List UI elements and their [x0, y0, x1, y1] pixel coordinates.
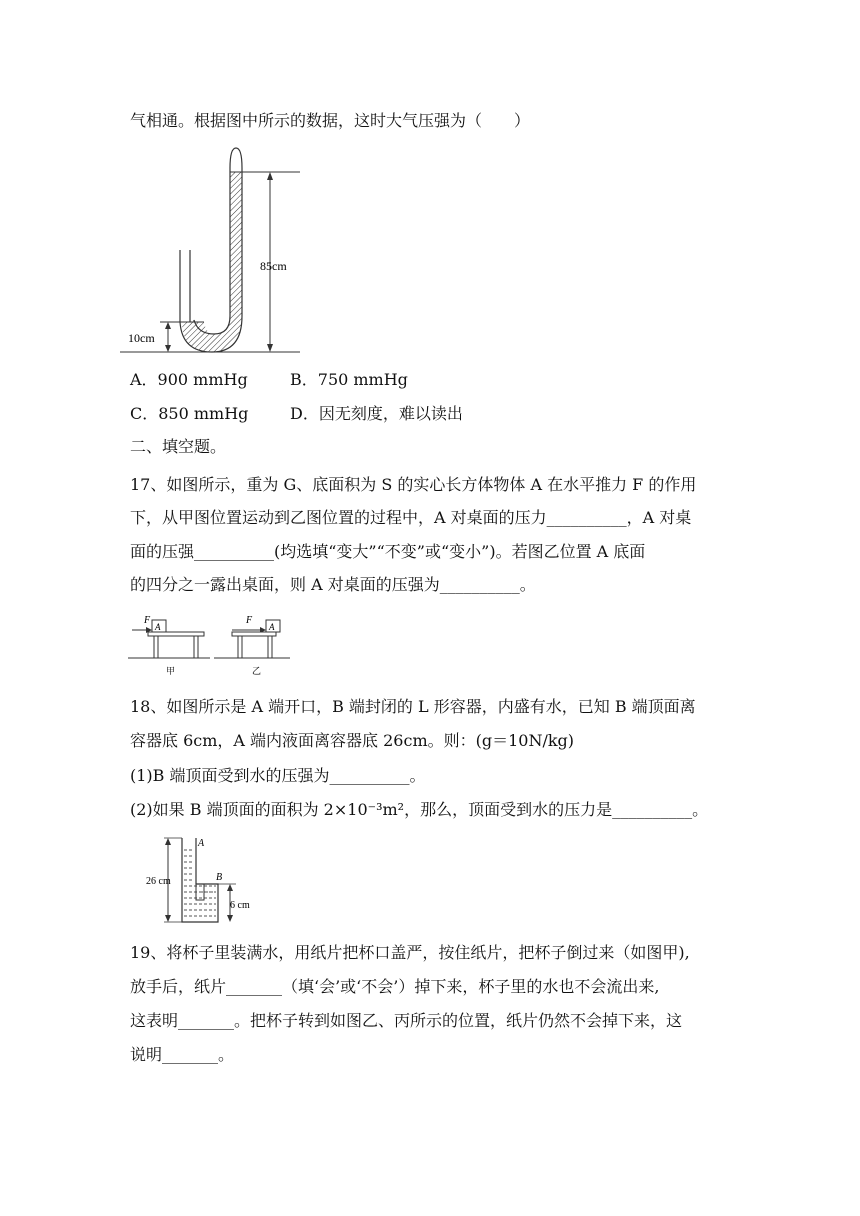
table-block-figure	[128, 608, 298, 680]
section-heading: 二、填空题。	[130, 437, 227, 456]
water-fill	[184, 850, 216, 916]
label-6cm: 6 cm	[230, 900, 250, 911]
label-10cm: 10cm	[128, 331, 155, 345]
q17-line4: 的四分之一露出桌面，则 A 对桌面的压强为__________。	[130, 575, 536, 594]
q17-line3: 面的压强__________(均选填“变大”“不变”或“变小”)。若图乙位置 A 底面	[130, 542, 646, 561]
q19-line1: 19、将杯子里装满水，用纸片把杯口盖严，按住纸片，把杯子倒过来（如图甲),	[130, 943, 690, 962]
q19-line3: 这表明_______。把杯子转到如图乙、丙所示的位置，纸片仍然不会掉下来，这	[130, 1011, 683, 1030]
label-a: A	[198, 838, 205, 849]
caption-jia: 甲	[166, 666, 176, 676]
q17-line2: 下，从甲图位置运动到乙图位置的过程中，A 对桌面的压力__________，A 对桌	[130, 508, 692, 527]
q18-line2: 容器底 6cm，A 端内液面离容器底 26cm。则：(g＝10N/kg)	[130, 731, 575, 750]
q19-line4: 说明_______。	[130, 1045, 235, 1064]
option-a: A．900 mmHg	[130, 370, 248, 389]
setup-jia	[128, 615, 210, 676]
label-b: B	[216, 872, 223, 883]
q17-line1: 17、如图所示，重为 G、底面积为 S 的实心长方体物体 A 在水平推力 F 的作用	[130, 475, 697, 494]
caption-yi: 乙	[252, 666, 262, 676]
option-d: D．因无刻度，难以读出	[290, 404, 463, 423]
option-b: B．750 mmHg	[290, 370, 408, 389]
q18-line4: (2)如果 B 端顶面的面积为 2×10⁻³m²，那么，顶面受到水的压力是__________。	[130, 800, 709, 819]
force-label-left: F	[144, 615, 151, 626]
q16-stem-tail: 气相通。根据图中所示的数据，这时大气压强为（ ）	[130, 111, 531, 130]
block-label-left: A	[155, 622, 161, 632]
label-26cm: 26 cm	[146, 876, 171, 887]
label-85cm: 85cm	[260, 259, 287, 273]
q18-line3: (1)B 端顶面受到水的压强为__________。	[130, 766, 426, 785]
block-label-right: A	[269, 622, 275, 632]
q19-line2: 放手后，纸片_______（填‘会’或‘不会’）掉下来，杯子里的水也不会流出来,	[130, 977, 660, 996]
mercury-column	[182, 172, 242, 352]
force-label-right: F	[246, 615, 253, 626]
option-c: C．850 mmHg	[130, 404, 249, 423]
setup-yi	[214, 615, 290, 676]
q18-line1: 18、如图所示是 A 端开口，B 端封闭的 L 形容器，内盛有水，已知 B 端顶面离	[130, 697, 696, 716]
l-container-figure	[144, 830, 264, 930]
j-tube-figure	[120, 140, 320, 360]
